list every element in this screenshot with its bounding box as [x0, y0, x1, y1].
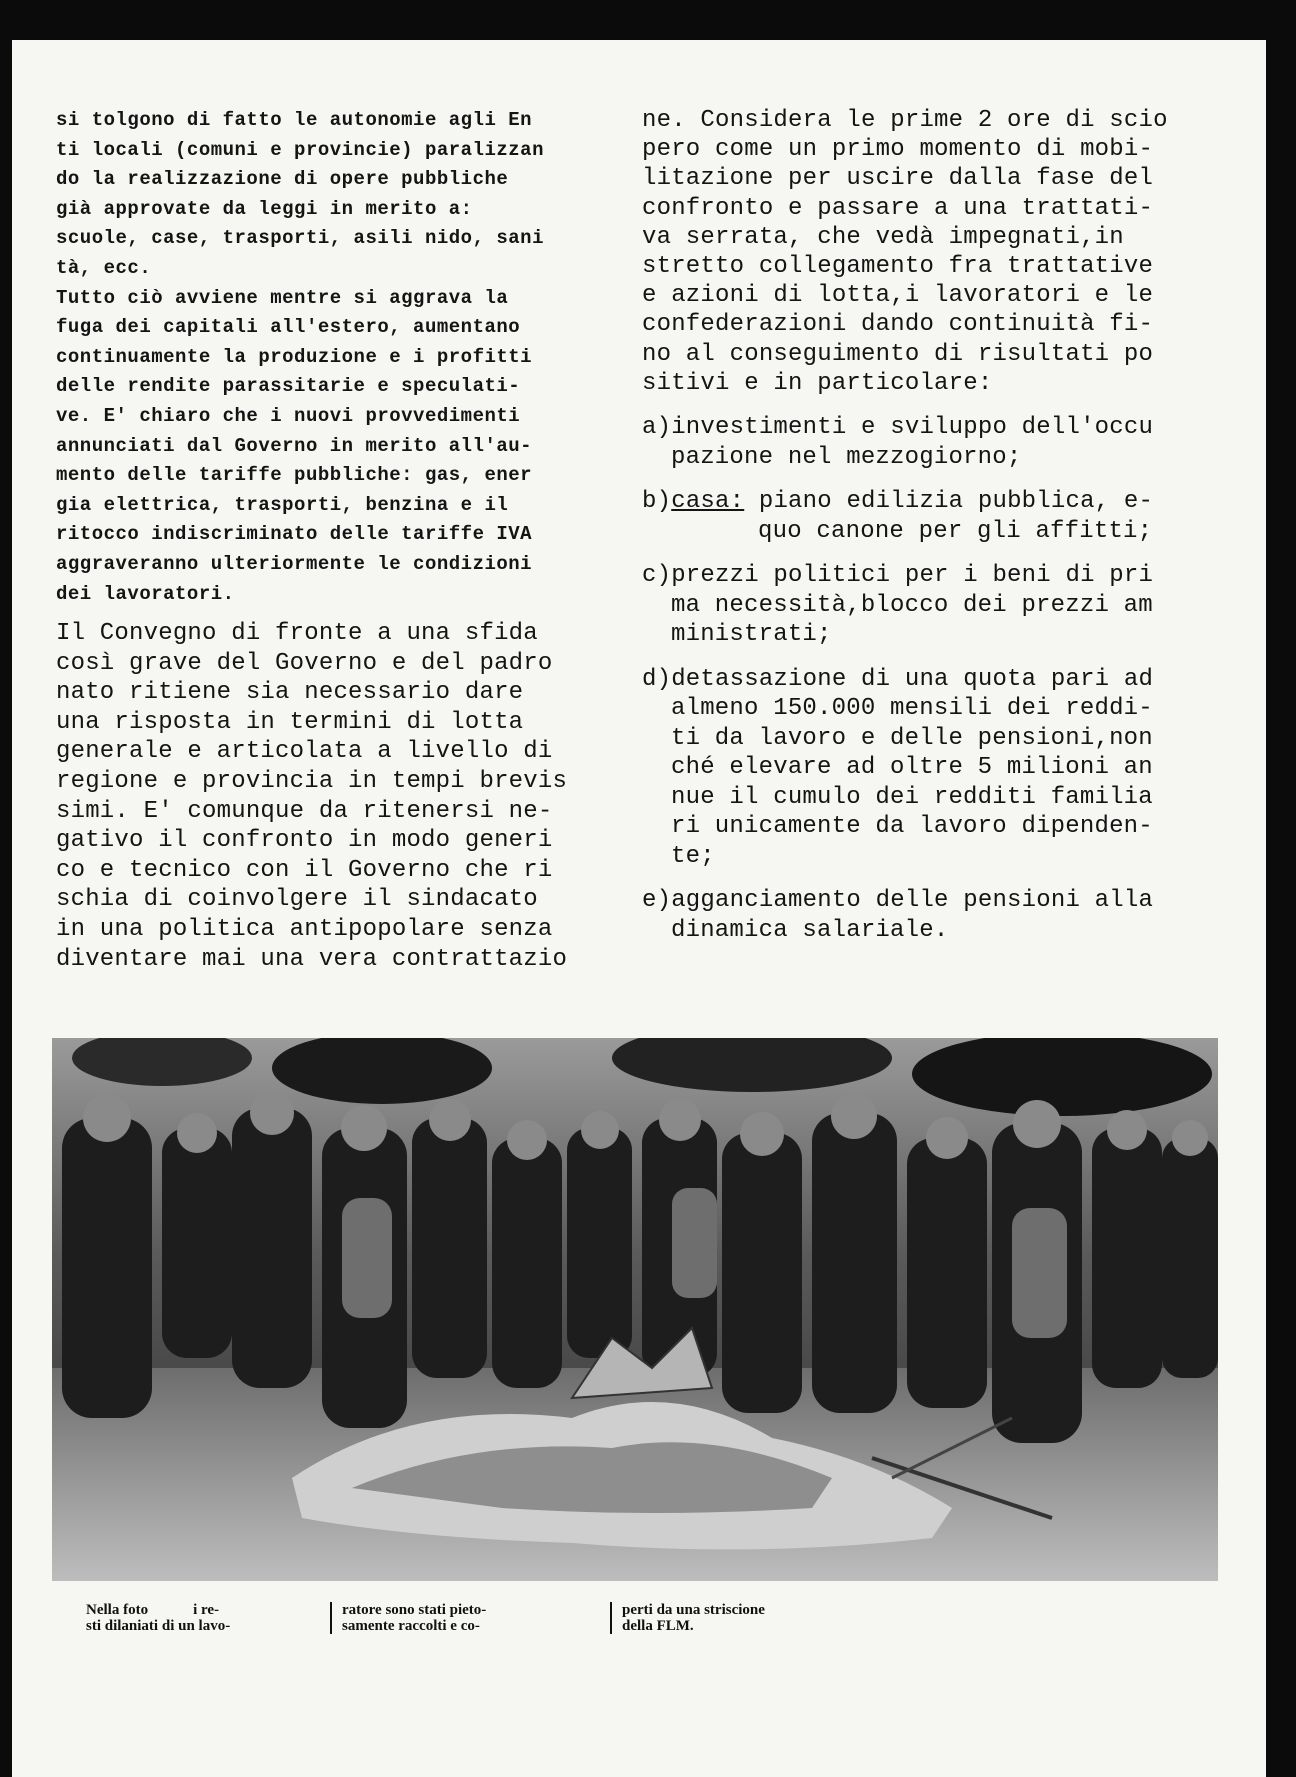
text-line: no al conseguimento di risultati po	[642, 340, 1154, 368]
text-line: te;	[671, 842, 715, 870]
text-line: e azioni di lotta,i lavoratori e le	[642, 282, 1154, 310]
text-line: confederazioni dando continuità fi-	[642, 311, 1154, 339]
text-line: schia di coinvolgere il sindacato	[56, 886, 538, 914]
caption-line: ratore sono stati pieto-	[342, 1602, 487, 1618]
text-line: gativo il confronto in modo generi	[56, 827, 553, 855]
text-line: pazione nel mezzogiorno;	[671, 443, 1022, 471]
document-page	[12, 40, 1266, 1777]
photo-caption-part-1	[86, 1602, 286, 1634]
item-label-casa: casa:	[671, 488, 745, 516]
text-line: gia elettrica, trasporti, benzina e il	[56, 493, 509, 516]
left-column	[56, 106, 616, 974]
text-line: a)investimenti e sviluppo dell'occu	[642, 414, 1154, 442]
list-item-c	[642, 561, 1202, 650]
text-line: stretto collegamento fra trattative	[642, 253, 1154, 281]
text-line: Il Convegno di fronte a una sfida	[56, 620, 538, 648]
text-line: regione e provincia in tempi brevis	[56, 768, 568, 796]
text-line: do la realizzazione di opere pubbliche	[56, 168, 509, 191]
text-line: scuole, case, trasporti, asili nido, sani	[56, 227, 544, 250]
text-line: così grave del Governo e del padro	[56, 649, 553, 677]
text-line: in una politica antipopolare senza	[56, 916, 553, 944]
text-line: va serrata, che vedà impegnati,in	[642, 223, 1124, 251]
text-line: continuamente la produzione e i profitti	[56, 345, 533, 368]
text-line: ché elevare ad oltre 5 milioni an	[671, 754, 1153, 782]
text-line: co e tecnico con il Governo che ri	[56, 856, 553, 884]
text-line: si tolgono di fatto le autonomie agli En	[56, 109, 533, 131]
text-line: diventare mai una vera contrattazio	[56, 945, 568, 973]
news-photo	[52, 1038, 1218, 1581]
text-line: confronto e passare a una trattati-	[642, 194, 1154, 222]
text-line: dei lavoratori.	[56, 582, 235, 605]
item-prefix: b)	[642, 488, 672, 516]
text-line: delle rendite parassitarie e speculati-	[56, 375, 521, 398]
list-item-b	[642, 487, 1202, 546]
list-item-a	[642, 413, 1202, 472]
text-line: nue il cumulo dei redditi familia	[671, 783, 1153, 811]
list-item-e	[642, 886, 1202, 945]
text-line: simi. E' comunque da ritenersi ne-	[56, 797, 553, 825]
text-line: aggraveranno ulteriormente le condizioni	[56, 552, 533, 575]
text-line: ti locali (comuni e provincie) paralizzan	[56, 138, 544, 161]
text-line: nato ritiene sia necessario dare	[56, 679, 524, 707]
text-line: ma necessità,blocco dei prezzi am	[671, 591, 1153, 619]
text-line: quo canone per gli affitti;	[758, 517, 1153, 545]
text-line: fuga dei capitali all'estero, aumentano	[56, 316, 521, 339]
item-text: piano edilizia pubblica, e-	[744, 488, 1154, 516]
caption-line: Nella foto i re-	[86, 1602, 220, 1618]
text-line: generale e articolata a livello di	[56, 738, 553, 766]
text-line: già approvate da leggi in merito a:	[56, 197, 473, 220]
right-intro-paragraph	[642, 106, 1202, 398]
left-paragraph-2	[56, 619, 616, 974]
text-line: una risposta in termini di lotta	[56, 708, 524, 736]
text-line: mento delle tariffe pubbliche: gas, ener	[56, 464, 533, 487]
caption-line: sti dilaniati di un lavo-	[86, 1618, 231, 1634]
text-line: e)agganciamento delle pensioni alla	[642, 887, 1154, 915]
text-line	[642, 487, 1202, 517]
photo-caption-part-2	[330, 1602, 562, 1634]
text-line: ve. E' chiaro che i nuovi provvedimenti	[56, 404, 521, 427]
left-paragraph-1	[56, 106, 616, 609]
text-line: ministrati;	[671, 621, 832, 649]
text-line: annunciati dal Governo in merito all'au-	[56, 434, 533, 457]
text-line: dinamica salariale.	[671, 916, 949, 944]
caption-line: perti da una striscione	[622, 1602, 765, 1618]
text-line: c)prezzi politici per i beni di pri	[642, 562, 1154, 590]
text-line: sitivi e in particolare:	[642, 369, 993, 397]
caption-line: samente raccolti e co-	[342, 1618, 480, 1634]
caption-line: della FLM.	[622, 1618, 694, 1634]
right-column	[642, 106, 1202, 945]
text-line: almeno 150.000 mensili dei reddi-	[671, 695, 1153, 723]
text-line: litazione per uscire dalla fase del	[642, 165, 1154, 193]
text-line: Tutto ciò avviene mentre si aggrava la	[56, 286, 509, 309]
text-line: ri unicamente da lavoro dipenden-	[671, 813, 1153, 841]
text-line: pero come un primo momento di mobi-	[642, 136, 1154, 164]
text-line: ti da lavoro e delle pensioni,non	[671, 724, 1153, 752]
photo-crowd-illustration	[52, 1038, 1218, 1581]
text-line: ritocco indiscriminato delle tariffe IVA	[56, 523, 533, 546]
photo-caption-part-3	[610, 1602, 862, 1634]
text-line: ne. Considera le prime 2 ore di scio	[642, 107, 1168, 134]
list-item-d	[642, 665, 1202, 872]
text-line: d)detassazione di una quota pari ad	[642, 665, 1154, 693]
text-line: tà, ecc.	[56, 256, 152, 279]
